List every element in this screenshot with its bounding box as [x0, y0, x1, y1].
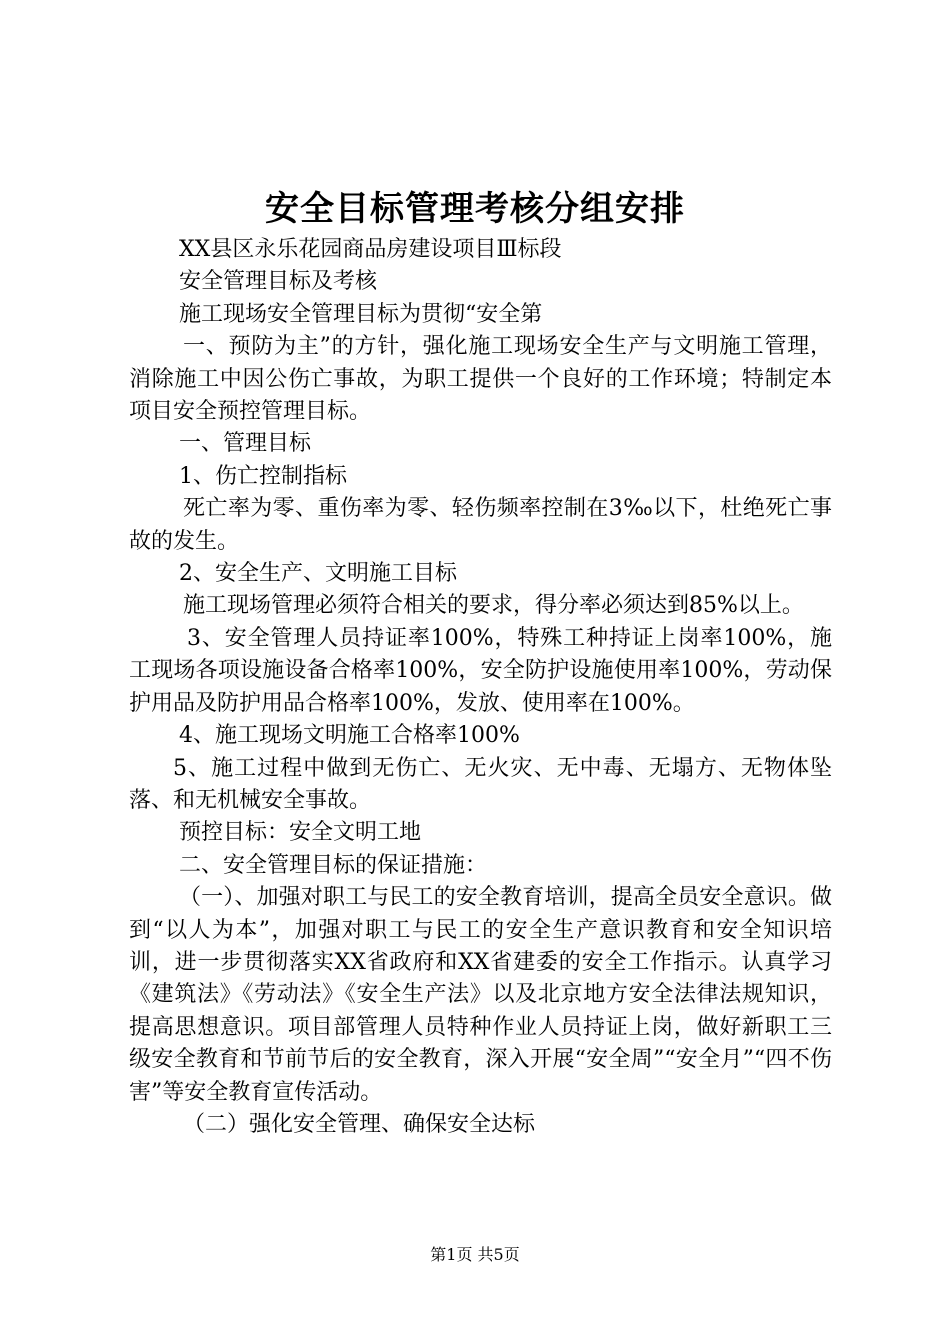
paragraph-item-3: 3、安全管理人员持证率100%，特殊工种持证上岗率100%，施工现场各项设施设备合格率100%，安全防护设施使用率100%，劳动保护用品及防护用品合格率100%，发放、使用率在100%。 — [129, 625, 832, 716]
document-title: 安全目标管理考核分组安排 — [265, 189, 685, 229]
paragraph-measure-2: （二）强化安全管理、确保安全达标 — [183, 1111, 536, 1137]
paragraph-intro: 施工现场安全管理目标为贯彻“安全第 — [179, 301, 543, 327]
paragraph-measure-1: （一）、加强对职工与民工的安全教育培训，提高全员安全意识。做到“以人为本”，加强对职工与民工的安全生产意识教育和安全知识培训，进一步贯彻落实XX省政府和XX省建委的安全工作指示。认真学习《建筑法》《劳动法》《安全生产法》以及北京地方安全法律法规知识，提高思想意识。项目部管理人员特种作业人员持证上岗，做好新职工三级安全教育和节前节后的安全教育，深入开展“安全周”“安全月”“四不伤害”等安全教育宣传活动。 — [129, 885, 832, 1105]
paragraph-section-heading: 安全管理目标及考核 — [179, 269, 378, 295]
paragraph-project-name: XX县区永乐花园商品房建设项目Ⅲ标段 — [179, 237, 562, 262]
paragraph-preventive-goal: 预控目标：安全文明工地 — [179, 820, 422, 846]
paragraph-item-5: 5、施工过程中做到无伤亡、无火灾、无中毒、无塌方、无物体坠落、和无机械安全事故。 — [129, 755, 832, 813]
paragraph-item-1-detail: 死亡率为零、重伤率为零、轻伤频率控制在3‰以下，杜绝死亡事故的发生。 — [129, 496, 832, 554]
paragraph-item-1: 1、伤亡控制指标 — [179, 463, 347, 489]
paragraph-item-2-detail: 施工现场管理必须符合相关的要求，得分率必须达到85%以上。 — [183, 593, 804, 619]
paragraph-heading-measures: 二、安全管理目标的保证措施： — [179, 852, 488, 878]
paragraph-item-4: 4、施工现场文明施工合格率100% — [179, 723, 520, 749]
document-body — [129, 234, 832, 1141]
paragraph-heading-goals: 一、管理目标 — [179, 431, 312, 457]
paragraph-intro-continued: 一、预防为主”的方针，强化施工现场安全生产与文明施工管理，消除施工中因公伤亡事故，为职工提供一个良好的工作环境；特制定本项目安全预控管理目标。 — [129, 334, 832, 425]
paragraph-item-2: 2、安全生产、文明施工目标 — [179, 561, 457, 587]
page-footer: 第1页 共5页 — [430, 1245, 520, 1264]
